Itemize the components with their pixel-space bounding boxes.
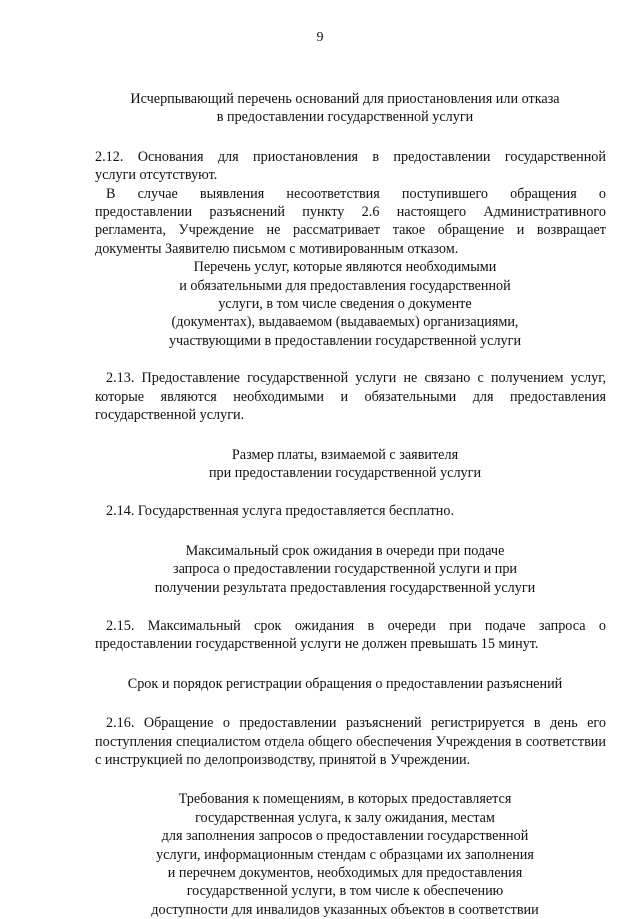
paragraph-2-12-continued [84,185,606,259]
heading-line: запроса о предоставлении государственной услуги и при [172,561,518,578]
paragraph-line: 2.16. Обращение о предоставлении разъяснений регистрируется в день его [106,715,606,732]
heading-line: государственная услуга, к залу ожидания, местам [195,809,495,826]
page-number: 9 [316,30,324,45]
heading-line: и перечнем документов, необходимых для предоставления [167,865,523,881]
paragraph-line: документы Заявителю письмом с мотивированным отказом. [95,240,459,257]
paragraph-line: которые являются необходимыми и обязательными для предоставления [95,388,606,405]
heading-line: Исчерпывающий перечень оснований для приостановления или отказа [130,91,560,107]
section-heading-queue-time [84,542,606,597]
paragraph-line: 2.14. Государственная услуга предоставляется бесплатно. [106,503,455,520]
heading-line: Перечень услуг, которые являются необходимыми [193,259,497,276]
heading-line: государственной услуги, в том числе к обеспечению [186,883,504,900]
heading-line: Размер платы, взимаемой с заявителя [231,446,459,463]
paragraph-line: 2.12. Основания для приостановления в предоставлении государственной [95,148,606,165]
paragraph-line: 2.13. Предоставление государственной услуги не связано с получением услуг, [106,370,606,387]
heading-line: при предоставлении государственной услуги [208,464,482,481]
paragraph-line: предоставлении государственной услуги не должен превышать 15 минут. [95,636,539,653]
paragraph-2-12 [84,148,606,185]
heading-line: доступности для инвалидов указанных объектов в соответствии [151,901,539,918]
heading-line: для заполнения запросов о предоставлении государственной [161,828,529,845]
paragraph-2-15 [84,617,606,654]
section-heading-premises-requirements [84,790,606,919]
heading-line: (документах), выдаваемом (выдаваемых) организациями, [171,314,519,331]
paragraph-line: предоставлении разъяснений пункту 2.6 настоящего Административного [95,204,606,221]
heading-line: Максимальный срок ожидания в очереди при подаче [185,542,505,559]
heading-line: в предоставлении государственной услуги [216,109,474,126]
paragraph-line: с инструкцией по делопроизводству, принятой в Учреждении. [95,751,471,768]
paragraph-line: 2.15. Максимальный срок ожидания в очереди при подаче запроса о [106,617,606,634]
heading-line: услуги, в том числе сведения о документе [218,296,472,313]
heading-line: услуги, информационным стендам с образцами их заполнения [156,846,534,863]
paragraph-2-14 [84,502,606,520]
heading-line: участвующими в предоставлении государственной услуги [168,332,522,349]
section-heading-registration [84,675,606,693]
section-heading-required-services [84,258,606,350]
section-heading-fee [84,446,606,483]
paragraph-2-13 [84,369,606,424]
paragraph-line: поступления специалистом отдела общего обеспечения Учреждения в соответствии [95,733,606,750]
paragraph-line: услуги отсутствуют. [95,167,218,184]
document-body [84,90,606,919]
paragraph-line: государственной услуги. [95,407,245,424]
heading-line: Срок и порядок регистрации обращения о предоставлении разъяснений [127,675,563,692]
section-heading-refusal-grounds [84,90,606,127]
paragraph-line: В случае выявления несоответствия поступившего обращения о [106,185,606,202]
heading-line: получении результата предоставления государственной услуги [154,579,536,596]
paragraph-line: регламента, Учреждение не рассматривает такое обращение и возвращает [95,222,606,239]
heading-line: и обязательными для предоставления государственной [179,277,511,294]
heading-line: Требования к помещениям, в которых предоставляется [178,791,512,808]
paragraph-2-16 [84,714,606,769]
